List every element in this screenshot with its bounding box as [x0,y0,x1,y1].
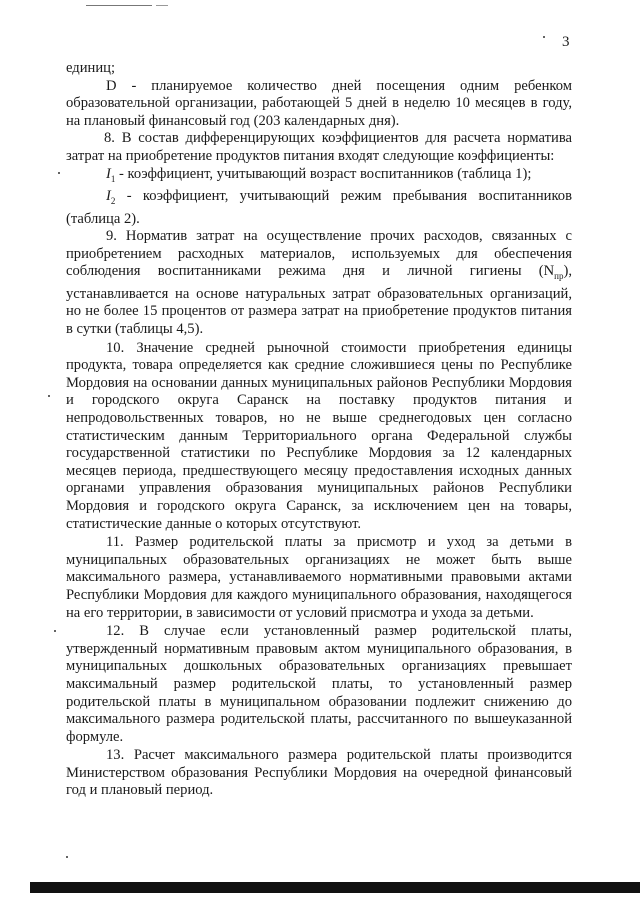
scan-speck [543,36,545,38]
scan-speck [66,856,68,858]
paragraph [66,228,572,338]
formula-subscript: 1 [110,173,116,184]
page-number: 3 [562,34,570,50]
scan-artifact-line [156,5,168,6]
paragraph-text: 9. Норматив затрат на осуществление прочих расходов, связанных с приобретением расходных материалов, используемых для обеспечения соблюдения воспитанниками режима дня и личной гигиены (N [66,228,572,280]
paragraph-text: ), устанавливается на основе натуральных затрат образовательных организаций, но не более 15 процентов от размера затрат на приобретение продуктов питания в сутки (таблицы 4,5). [66,263,572,338]
paragraph: 8. В состав дифференцирующих коэффициентов для расчета норматива затрат на приобретение продуктов питания входят следующие коэффициенты: [66,130,572,164]
scan-speck [48,395,50,397]
paragraph: 11. Размер родительской платы за присмотр и уход за детьми в муниципальных образовательных организациях не может быть выше максимального размера, устанавливаемого нормативными правовыми актами Республики Мордовия для каждого муниципального образования, находящегося на его территории, в зависимости от условий присмотра и ухода за детьми. [66,534,572,621]
formula-variable: I [106,188,111,205]
paragraph-text: - коэффициент, учитывающий возраст воспитанников (таблица 1); [115,165,532,182]
formula-variable: I [106,165,111,182]
scan-speck [54,630,56,632]
formula-subscript: 2 [110,195,116,206]
paragraph-text: - коэффициент, учитывающий режим пребывания воспитанников (таблица 2). [66,188,572,227]
paragraph [66,188,572,228]
paragraph: 10. Значение средней рыночной стоимости приобретения единицы продукта, товара определяется как средние сложившиеся цены по Республике Мордовия на основании данных муниципальных районов Республики Мордовия и городского округа Саранск на поставку продуктов питания и непродовольственных товаров, но не выше среднегодовых цен согласно статистическим данным Территориального органа Федеральной службы государственной статистики по Республике Мордовия за 12 календарных месяцев периода, предшествующего месяцу предоставления исходных данных органами управления образования муниципальных районов Республики Мордовия и городского округа Саранск, за исключением цен на товары, статистические данные о которых отсутствуют. [66,339,572,532]
document-body [66,60,572,800]
paragraph: D - планируемое количество дней посещения одним ребенком образовательной организации, работающей 5 дней в неделю 10 месяцев в году, на плановый финансовый год (203 календарных дня). [66,77,572,129]
scan-artifact-line [86,5,152,6]
formula-subscript: пр [554,271,564,282]
scan-bottom-margin [30,893,640,905]
scan-bottom-edge [30,882,640,893]
paragraph: 12. В случае если установленный размер родительской платы, утвержденный нормативным правовым актом муниципального образования, в муниципальных дошкольных образовательных организациях превышает максимальный размер родительской платы, то установленный размер родительской платы в муниципальном образовании подлежит снижению до максимального размера родительской платы, рассчитанного по вышеуказанной формуле. [66,623,572,745]
paragraph: 13. Расчет максимального размера родительской платы производится Министерством образования Республики Мордовия на очередной финансовый год и плановый период. [66,747,572,799]
scan-speck [58,172,60,174]
paragraph: единиц; [66,60,116,76]
paragraph [66,166,572,189]
